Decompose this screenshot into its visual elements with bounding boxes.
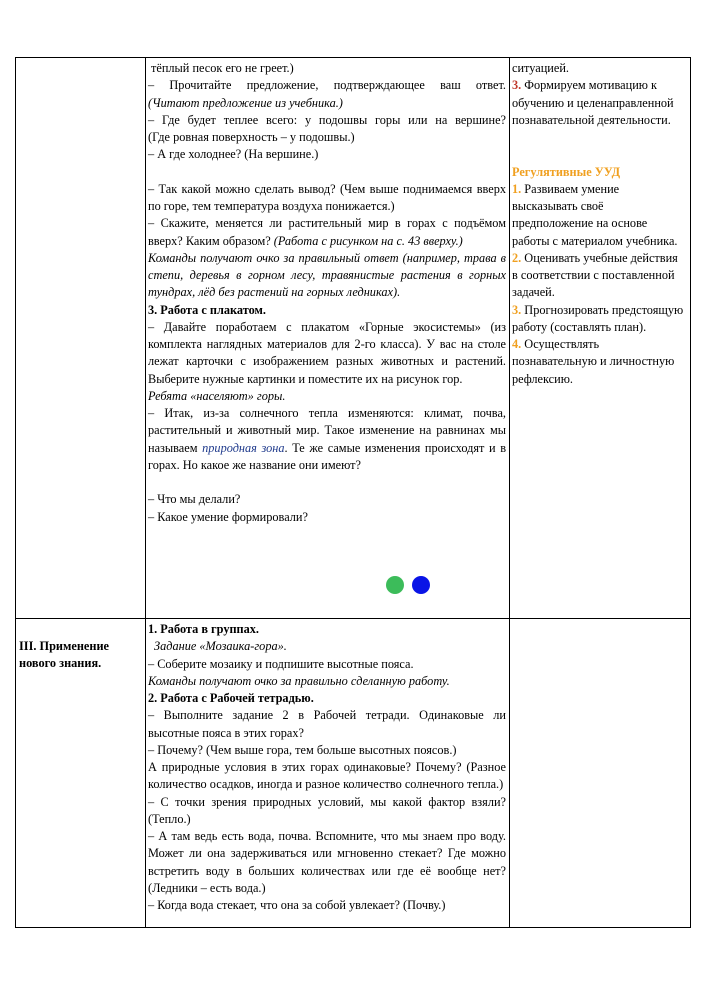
reg-item-2: 2. Оценивать учебные действия в соответствии с поставленной задачей. [512, 250, 678, 300]
natural-zone-term: природная зона [202, 440, 285, 455]
question-what-did: – Что мы делали? [148, 492, 241, 507]
question-skill: – Какое умение формировали? [148, 509, 308, 524]
section3-title: 3. Работа с плакатом. [148, 302, 266, 317]
group-work-title: 1. Работа в группах. [148, 622, 260, 636]
table-top-border [15, 57, 691, 58]
green-dot-icon [386, 576, 404, 594]
vegetation-question: – Скажите, меняется ли растительный мир в горах с подъёмом вверх? Каким образом? (Работа с рисунком на с. 43 вверху.) [148, 216, 506, 248]
col-border-right [690, 57, 691, 928]
lesson-table [15, 57, 691, 928]
workbook-title: 2. Работа с Рабочей тетрадью. [148, 691, 314, 705]
flow-question: – Когда вода стекает, что она за собой увлекает? (Почву.) [148, 898, 446, 912]
text-line: – Где будет теплее всего: у подошвы горы или на вершине? [148, 112, 506, 127]
factor-question: – С точки зрения природных условий, мы какой фактор взяли? (Тепло.) [148, 794, 506, 826]
uud-item-3: 3. Формируем мотивацию к обучению и целенаправленной познавательной деятельности. [512, 78, 674, 127]
conditions-question: А природные условия в этих горах одинаковые? Почему? (Разное количество осадков, иногда и разное количество солнечного тепла.) [148, 760, 506, 792]
stage-label: III. Применение нового знания. [19, 639, 109, 671]
text-line: – А где холоднее? (На вершине.) [148, 147, 319, 162]
section3-text: – Давайте поработаем с плакатом «Горные экосистемы» (из комплекта наглядных материалов для 2-го класса). У вас на столе лежат карточки с изображением разных животных и растений. Выберите нужные картинки и поместите их на рисунок гор. [148, 319, 506, 386]
uud-line: ситуацией. [512, 61, 569, 75]
task-note: Команды получают очко за правильно сделанную работу. [148, 673, 450, 688]
reg-item-1: 1. Развиваем умение высказывать своё предположение на основе работы с материалом учебника. [512, 181, 678, 248]
text-line: (Где ровная поверхность – у подошвы.) [148, 130, 355, 144]
answer-note: Команды получают очко за правильный ответ (например, трава в степи, деревья в горном лесу, травянистые растения в горных тундрах, лёд без растений на горных ледниках). [148, 250, 506, 300]
row1-uud-cell [512, 60, 684, 388]
regulatory-uud-title: Регулятивные УУД [512, 164, 621, 179]
natural-zone-text: – Итак, из-за солнечного тепла изменяются: климат, почва, растительный и животный мир. Такое изменение на равнинах мы называем природная зона. Те же самые изменения происходят и в горах. Но какое же название они имеют? [148, 406, 507, 472]
workbook-text: – Выполните задание 2 в Рабочей тетради. Одинаковые ли высотные пояса в этих горах? [148, 708, 506, 740]
picture-reference: (Работа с рисунком на с. 43 вверху.) [273, 233, 463, 248]
col-border-2 [509, 57, 510, 928]
why-question: – Почему? (Чем выше гора, тем больше высотных поясов.) [148, 742, 457, 757]
row2-activity-cell [148, 621, 506, 914]
water-question: – А там ведь есть вода, почва. Вспомните, что мы знаем про воду. Может ли она задерживаться или мгновенно стекает? Где можно встретить воду в больших количествах или где её вообще нет? (Ледники – есть вода.) [148, 829, 506, 895]
task-text: – Соберите мозаику и подпишите высотные пояса. [148, 656, 414, 671]
blue-dot-icon [412, 576, 430, 594]
reg-item-4: 4. Осуществлять познавательную и личностную рефлексию. [512, 337, 675, 386]
text-line: (Читают предложение из учебника.) [148, 95, 343, 110]
text-line: тёплый песок его не греет.) [151, 61, 294, 75]
conclusion-question: – Так какой можно сделать вывод? (Чем выше поднимаемся вверх по горе, тем температура воздуха понижается.) [148, 181, 506, 213]
col-border-1 [145, 57, 146, 928]
reg-item-3: 3. Прогнозировать предстоящую работу (составлять план). [512, 302, 684, 334]
col-border-left [15, 57, 16, 928]
table-bottom-border [15, 927, 691, 928]
row1-activity-cell [148, 60, 506, 526]
task-label: Задание «Мозаика-гора». [154, 639, 287, 654]
row-divider [15, 618, 691, 619]
text-line: – Прочитайте предложение, подтверждающее ваш ответ. [148, 78, 506, 93]
kids-note: Ребята «населяют» горы. [148, 388, 286, 403]
